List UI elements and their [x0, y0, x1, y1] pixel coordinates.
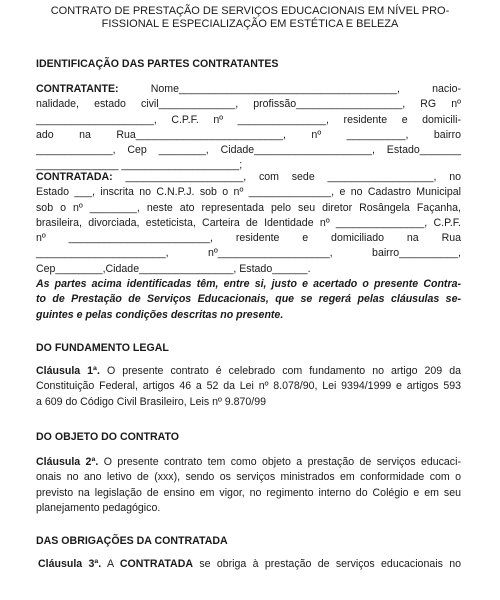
- clausula-1-paragraph: [36, 364, 461, 410]
- clausula-2-line: planejamento pedagógico.: [36, 501, 161, 514]
- contratada-line: Estado ___, inscrita no C.N.P.J. sob o nº ______________, e no Cadastro Municipal: [36, 186, 461, 199]
- contratante-line: ado na Rua_________________________, nº __________, bairro: [36, 128, 461, 141]
- clausula-2-line: previsto na legislação de ensino em vigor, no regimento interno do Colégio e em seu: [36, 486, 461, 499]
- contratada-line: nº ________________________, residente e domiciliado na Rua: [36, 232, 461, 245]
- clausula-1-line: Constituição Federal, artigos 46 a 52 da Lei nº 8.078/90, Lei 9394/1999 e artigos 593: [36, 380, 461, 393]
- clausula-2-line: onais no ano letivo de (xxx), sendo os serviços ministrados em conformidade com o: [36, 471, 461, 484]
- contratante-line: ______________ ____________________;: [36, 159, 243, 172]
- agreement-line: to de Prestação de Serviços Educacionais, que se regerá pelas cláusulas se-: [36, 293, 461, 306]
- title-line-2: FISSIONAL E ESPECIALIZAÇÃO EM ESTÉTICA E BELEZA: [101, 18, 399, 30]
- clausula-1-label: Cláusula 1ª.: [36, 365, 100, 377]
- clausula-3-paragraph: [38, 557, 461, 572]
- contratante-line: ____________________, C.P.F. nº _______________, residente e domicili-: [36, 113, 461, 126]
- clausula-2-line: Cláusula 2ª. O presente contrato tem como objeto a prestação de serviços educaci-: [36, 456, 461, 468]
- contratada-label: CONTRATADA:: [36, 171, 113, 183]
- document-title: [36, 5, 464, 31]
- contratante-paragraph: [36, 82, 461, 174]
- contratante-label: CONTRATANTE:: [36, 83, 119, 95]
- section-heading-objeto: DO OBJETO DO CONTRATO: [36, 431, 180, 443]
- agreement-line: As partes acima identificadas têm, entre si, justo e acertado o presente Contra-: [36, 278, 461, 290]
- clausula-1-line: a 609 do Código Civil Brasileiro, Leis nº 9.870/99: [36, 395, 267, 408]
- section-heading-obrigacoes: DAS OBRIGAÇÕES DA CONTRATADA: [36, 535, 228, 547]
- clausula-3-label: Cláusula 3ª.: [38, 558, 102, 570]
- contratada-bold-word: CONTRATADA: [119, 558, 193, 570]
- contratada-line: brasileira, divorciada, esteticista, Carteira de Identidade nº _______________, C.P.F.: [36, 216, 461, 229]
- clausula-2-label: Cláusula 2ª.: [36, 456, 99, 468]
- clausula-2-paragraph: [36, 455, 461, 516]
- contratada-line: sob o nº ________, neste ato representada pelo seu diretor Rosângela Façanha,: [36, 201, 461, 214]
- agreement-paragraph: [36, 277, 461, 323]
- agreement-line: guintes e pelas condições descritas no presente.: [36, 308, 284, 321]
- section-heading-identificacao: IDENTIFICAÇÃO DAS PARTES CONTRATANTES: [36, 58, 279, 70]
- clausula-1-line: Cláusula 1ª. O presente contrato é celebrado com fundamento no artigo 209 da: [36, 365, 461, 377]
- title-line-1: CONTRATO DE PRESTAÇÃO DE SERVIÇOS EDUCACIONAIS EM NÍVEL PRO-: [50, 5, 450, 17]
- contratante-line: CONTRATANTE: Nome_____________________________________, nacio-: [36, 83, 461, 95]
- contratante-line: _____________, Cep ________, Cidade____________________, Estado_______: [36, 144, 461, 157]
- contratada-line: ______________________, nº___________________, bairro__________,: [36, 247, 461, 260]
- section-heading-fundamento: DO FUNDAMENTO LEGAL: [36, 342, 169, 354]
- contratada-line: CONTRATADA: ____________________, com sede __________________, no: [36, 171, 461, 183]
- contratante-line: nalidade, estado civil_____________, profissão__________________, RG nº: [36, 98, 461, 111]
- contratada-line: Cep________,Cidade________________, Estado______.: [36, 262, 311, 275]
- contratada-paragraph: [36, 170, 461, 277]
- clausula-3-line: Cláusula 3ª. A CONTRATADA se obriga à prestação de serviços educacionais no: [38, 558, 461, 570]
